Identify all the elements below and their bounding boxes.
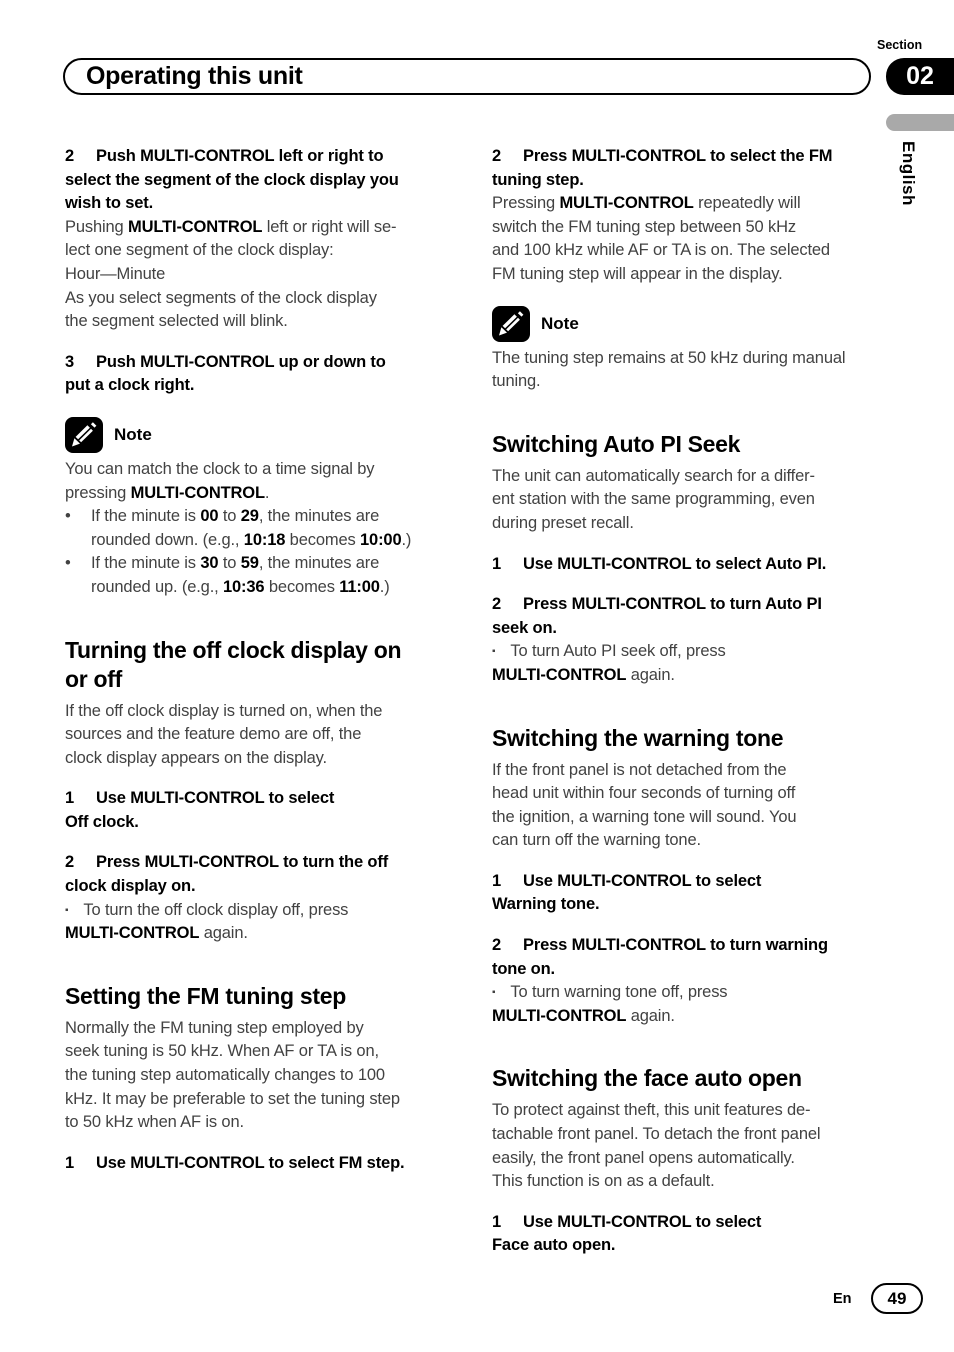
bullet-text: If the minute is 00 to 29, the minutes are rounded down. (e.g., 10:18 becomes 10:00.) xyxy=(91,507,412,549)
bullet-dot-icon: • xyxy=(65,554,71,573)
note-pencil-icon xyxy=(65,417,103,453)
step-instruction: 1 Use MULTI-CONTROL to select Face auto open. xyxy=(492,1212,762,1255)
section-heading: Switching the face auto open xyxy=(492,1065,802,1092)
paragraph: You can match the clock to a time signal by pressing MULTI-CONTROL. xyxy=(65,459,375,502)
step-number: 2 xyxy=(492,147,502,165)
paragraph: Pushing MULTI-CONTROL left or right will se- lect one segment of the clock display: Hour—Minute As you select segments of the clock display the segment selected will blink. xyxy=(65,217,397,331)
step-number: 1 xyxy=(492,871,502,890)
bullet-text: If the minute is 30 to 59, the minutes are rounded up. (e.g., 10:36 becomes 11:00.) xyxy=(91,554,390,596)
language-label: English xyxy=(899,141,918,206)
step-number: 1 xyxy=(65,789,75,808)
section-number-badge: 02 xyxy=(886,58,954,95)
step-instruction: 2 Press MULTI-CONTROL to turn warning tone on. xyxy=(492,936,828,978)
paragraph: Normally the FM tuning step employed by seek tuning is 50 kHz. When AF or TA is on, the tuning step automatically changes to 100 kHz. It may be preferable to set the tuning step to 50 kHz when AF is on. xyxy=(65,1018,400,1132)
paragraph: Pressing MULTI-CONTROL repeatedly will switch the FM tuning step between 50 kHz and 100 kHz while AF or TA is on. The selected FM tuning step will appear in the display. xyxy=(492,194,830,283)
action-note-item: ▪ To turn the off clock display off, press MULTI-CONTROL again. xyxy=(65,900,349,943)
page-content xyxy=(65,145,889,1258)
step-instruction: 1 Use MULTI-CONTROL to select Warning tone. xyxy=(492,871,762,914)
note-title: Note xyxy=(114,424,152,444)
square-bullet-icon: ▪ xyxy=(492,646,496,658)
step-instruction: 2 Press MULTI-CONTROL to turn the off clock display on. xyxy=(65,853,389,896)
bullet-dot-icon: • xyxy=(65,507,71,526)
action-note-item: ▪ To turn Auto PI seek off, press MULTI-CONTROL again. xyxy=(492,642,726,684)
bullet-item xyxy=(65,505,459,552)
page-number-badge: 49 xyxy=(871,1283,923,1314)
section-heading: Setting the FM tuning step xyxy=(65,982,346,1009)
square-bullet-icon: ▪ xyxy=(492,987,496,999)
step-number: 1 xyxy=(65,1153,75,1172)
note-title: Note xyxy=(541,313,579,333)
step-instruction: 1 Use MULTI-CONTROL to select FM step. xyxy=(65,1152,459,1176)
paragraph: The tuning step remains at 50 kHz during manual tuning. xyxy=(492,348,846,391)
section-label: Section xyxy=(877,38,923,52)
section-heading: Switching the warning tone xyxy=(492,724,784,751)
bullet-item xyxy=(65,552,459,599)
step-instruction: 2 Press MULTI-CONTROL to turn Auto PI seek on. xyxy=(492,595,822,637)
step-instruction: 3 Push MULTI-CONTROL up or down to put a clock right. xyxy=(65,352,386,395)
column-right xyxy=(492,145,886,1258)
footer-language: En xyxy=(833,1291,852,1307)
paragraph: If the front panel is not detached from the head unit within four seconds of turning off the ignition, a warning tone will sound. You can turn off the warning tone. xyxy=(492,760,797,850)
note-pencil-icon xyxy=(492,306,530,342)
paragraph: If the off clock display is turned on, when the sources and the feature demo are off, the clock display appears on the display. xyxy=(65,701,383,767)
page-header-box xyxy=(63,58,871,95)
paragraph: The unit can automatically search for a differ- ent station with the same programming, even during preset recall. xyxy=(492,466,815,532)
step-number: 1 xyxy=(492,554,502,573)
step-instruction: 1 Use MULTI-CONTROL to select Auto PI. xyxy=(492,553,886,577)
step-number: 2 xyxy=(492,595,502,614)
step-instruction: 2 Press MULTI-CONTROL to select the FM tuning step. xyxy=(492,147,833,189)
step-number: 2 xyxy=(492,936,502,955)
note-label-row xyxy=(65,417,459,453)
note-label-row xyxy=(492,306,886,342)
action-note-item: ▪ To turn warning tone off, press MULTI-CONTROL again. xyxy=(492,983,728,1025)
page-title: Operating this unit xyxy=(86,62,303,90)
square-bullet-icon: ▪ xyxy=(65,904,69,916)
section-heading: Switching Auto PI Seek xyxy=(492,430,741,457)
step-instruction: 2 Push MULTI-CONTROL left or right to select the segment of the clock display you wish to set. xyxy=(65,147,399,213)
step-number: 2 xyxy=(65,853,75,872)
step-number: 2 xyxy=(65,147,75,165)
section-heading: Turning the off clock display on or off xyxy=(65,636,402,692)
step-number: 1 xyxy=(492,1212,502,1231)
step-number: 3 xyxy=(65,352,75,371)
step-instruction: 1 Use MULTI-CONTROL to select Off clock. xyxy=(65,789,335,831)
column-left xyxy=(65,145,459,1258)
language-tab-bar xyxy=(886,114,954,131)
paragraph: To protect against theft, this unit features de- tachable front panel. To detach the front panel easily, the front panel opens automatically. This function is on as a default. xyxy=(492,1101,821,1191)
